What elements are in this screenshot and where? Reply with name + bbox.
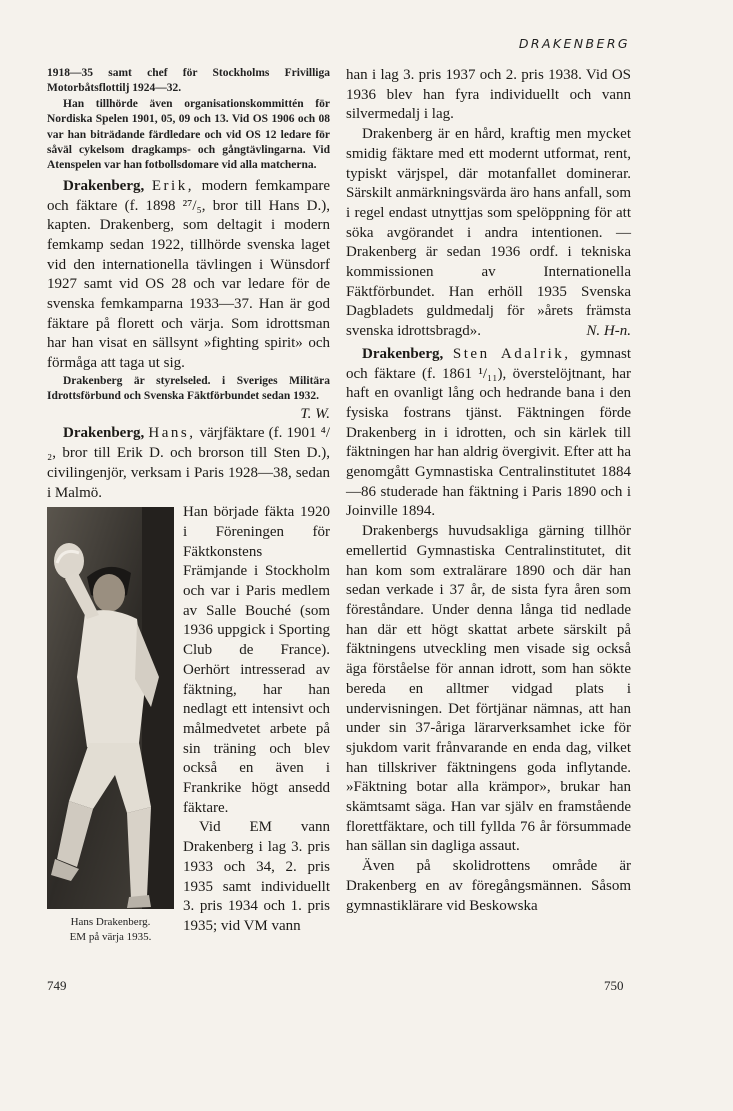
entry-erik-signature: T. W. bbox=[300, 405, 330, 422]
entry-hans-style bbox=[346, 125, 631, 342]
entry-sten-school: Även på skolidrottens område är Drakenberg en av föregångsmännen. Såsom gymnastiklärare vid Beskowska bbox=[346, 858, 631, 914]
photo-caption bbox=[47, 915, 174, 945]
entry-erik-text: modern femkampare och fäktare (f. 1898 ²⁷/₅, bror till Hans D.), kapten. Drakenberg, som deltagit i modern femkamp sedan 1922, tillhörde svenska laget vid den internationella tävlingen i Wünsdorf 1927 samt vid OS 28 och var ledare för de svenska femkamparna 1933—37. Han är god fäktare på florett och värja. Som idrottsman har han visat en sällsynt »fighting spirit» och förmåga att taga ut sig. bbox=[47, 177, 331, 372]
entry-hans-surname: Drakenberg, bbox=[63, 425, 145, 442]
entry-erik-surname: Drakenberg, bbox=[63, 177, 145, 194]
entry-sten-surname: Drakenberg, bbox=[362, 345, 444, 362]
entry-sten-text: gymnast och fäktare (f. 1861 ¹/₁₁), överstelöjtnant, har haft en ovanligt lång och hedrande bana i den fysiska fostrans tjänst. Fäktningen förde Drakenberg in i idrotten, och sin kärlek till fäktningen har han aldrig övergivit. Efter att ha genomgått Gymnastiska Centralinstitutet 1884—86 studerade han fäktning i Paris 1890 och i Joinville 1894. bbox=[346, 345, 631, 520]
entry-erik bbox=[47, 177, 330, 374]
entry-hans-continued: han i lag 3. pris 1937 och 2. pris 1938. Vid OS 1936 blev han fyra individuellt och vann silvermedalj i lag. bbox=[346, 67, 631, 123]
entry-sten bbox=[346, 345, 631, 522]
entry-sten-given: Sten Adalrik, bbox=[452, 345, 571, 362]
right-column bbox=[346, 66, 631, 916]
intro-small-text-2: Han tillhörde även organisationskommittén för Nordiska Spelen 1901, 05, 09 och 13. Vid OS 1906 och 08 var han biträdande färdledare och vid OS 12 ledare för såväl cykelsom dragkamps- och gångtävlingarna. Vid Atenspelen var han fotbollsdomare vid alla matcherna. bbox=[47, 97, 330, 172]
photo-block bbox=[47, 507, 174, 945]
running-header: DRAKENBERG bbox=[518, 36, 630, 51]
page-number-left: 749 bbox=[47, 978, 67, 993]
photo-caption-line-1: Hans Drakenberg. bbox=[70, 916, 151, 929]
left-column bbox=[47, 66, 330, 947]
entry-erik-note: Drakenberg är styrelseled. i Sveriges Militära Idrottsförbund och Svenska Fäktförbundet sedan 1932. bbox=[47, 374, 330, 403]
entry-hans-text-3: Vid EM vann Drakenberg i lag 3. pris 1933 och 34, 2. pris 1935 samt individuellt 3. pris 1934 och 1. pris 1935; vid VM vann bbox=[183, 819, 330, 934]
entry-hans-signature: N. H-n. bbox=[586, 323, 631, 340]
page-number-right: 750 bbox=[604, 978, 624, 993]
photo-caption-line-2: EM på värja 1935. bbox=[69, 931, 152, 944]
fencer-illustration bbox=[47, 507, 174, 909]
entry-hans-intro bbox=[47, 424, 330, 503]
entry-hans-text-2: Han började fäkta 1920 i Föreningen för Fäktkonstens Främjande i Stockholm och var i Paris medlem av Salle Bouché (som 1936 uppgick i Sporting Club de France). Oerhört intresserad av fäktning, har han nedlagt ett intensivt och målmedvetet arbete på sin träning och blev också en även i Frankrike högt ansedd fäktare. bbox=[183, 504, 330, 816]
entry-hans-text-1: värjfäktare (f. 1901 ⁴/₂, bror till Erik D. och brorson till Sten D.), civilingenjör, verksam i Paris 1928—38, sedan i Malmö. bbox=[47, 425, 331, 501]
entry-erik-given: Erik, bbox=[151, 177, 194, 194]
entry-hans-style-text: Drakenberg är en hård, kraftig men mycket smidig fäktare med ett modernt utformat, rent, typiskt värjspel, där motanfallet dominerar. Särskilt anmärkningsvärda äro hans anfall, som i regel endast utnyttjas som spelöppning för att söka avgörandet i andra intentionen. — Drakenberg är sedan 1936 ordf. i tekniska kommissionen av Internationella Fäktförbundet. Han erhöll 1935 Svenska Dagbladets guldmedalj för »årets främsta svenska idrottsbragd». bbox=[346, 126, 631, 340]
portrait-photo bbox=[47, 507, 174, 909]
entry-hans-given: Hans, bbox=[148, 425, 196, 442]
intro-small-text: 1918—35 samt chef för Stockholms Frivilliga Motorbåtsflottilj 1924—32. bbox=[47, 67, 330, 95]
entry-sten-career: Drakenbergs huvudsakliga gärning tillhör emellertid Gymnastiska Centralinstitutet, dit han kom som extralärare 1890 och där han sedan verkade i 37 år, de sista fyra åren som föreståndare. Under denna långa tid nedlade han där ett högt skattat arbete särskilt på fäktningens utveckling men visade sig också äga förståelse för annan idrott, som han sökte bereda en alltmer vidgad plats i undervisningen. Det förtjänar nämnas, att han under sin 37-åriga lärarverksamhet icke för sjukdom varit frånvarande en enda dag, vilket han tillskriver fäktningens goda inflytande. »Fäktning botar alla krämpor», brukar han skämtsamt säga. Han var själv en framstående florettfäktare, och till fyllda 76 år försummade han sällan sin dagliga assaut. bbox=[346, 523, 631, 855]
